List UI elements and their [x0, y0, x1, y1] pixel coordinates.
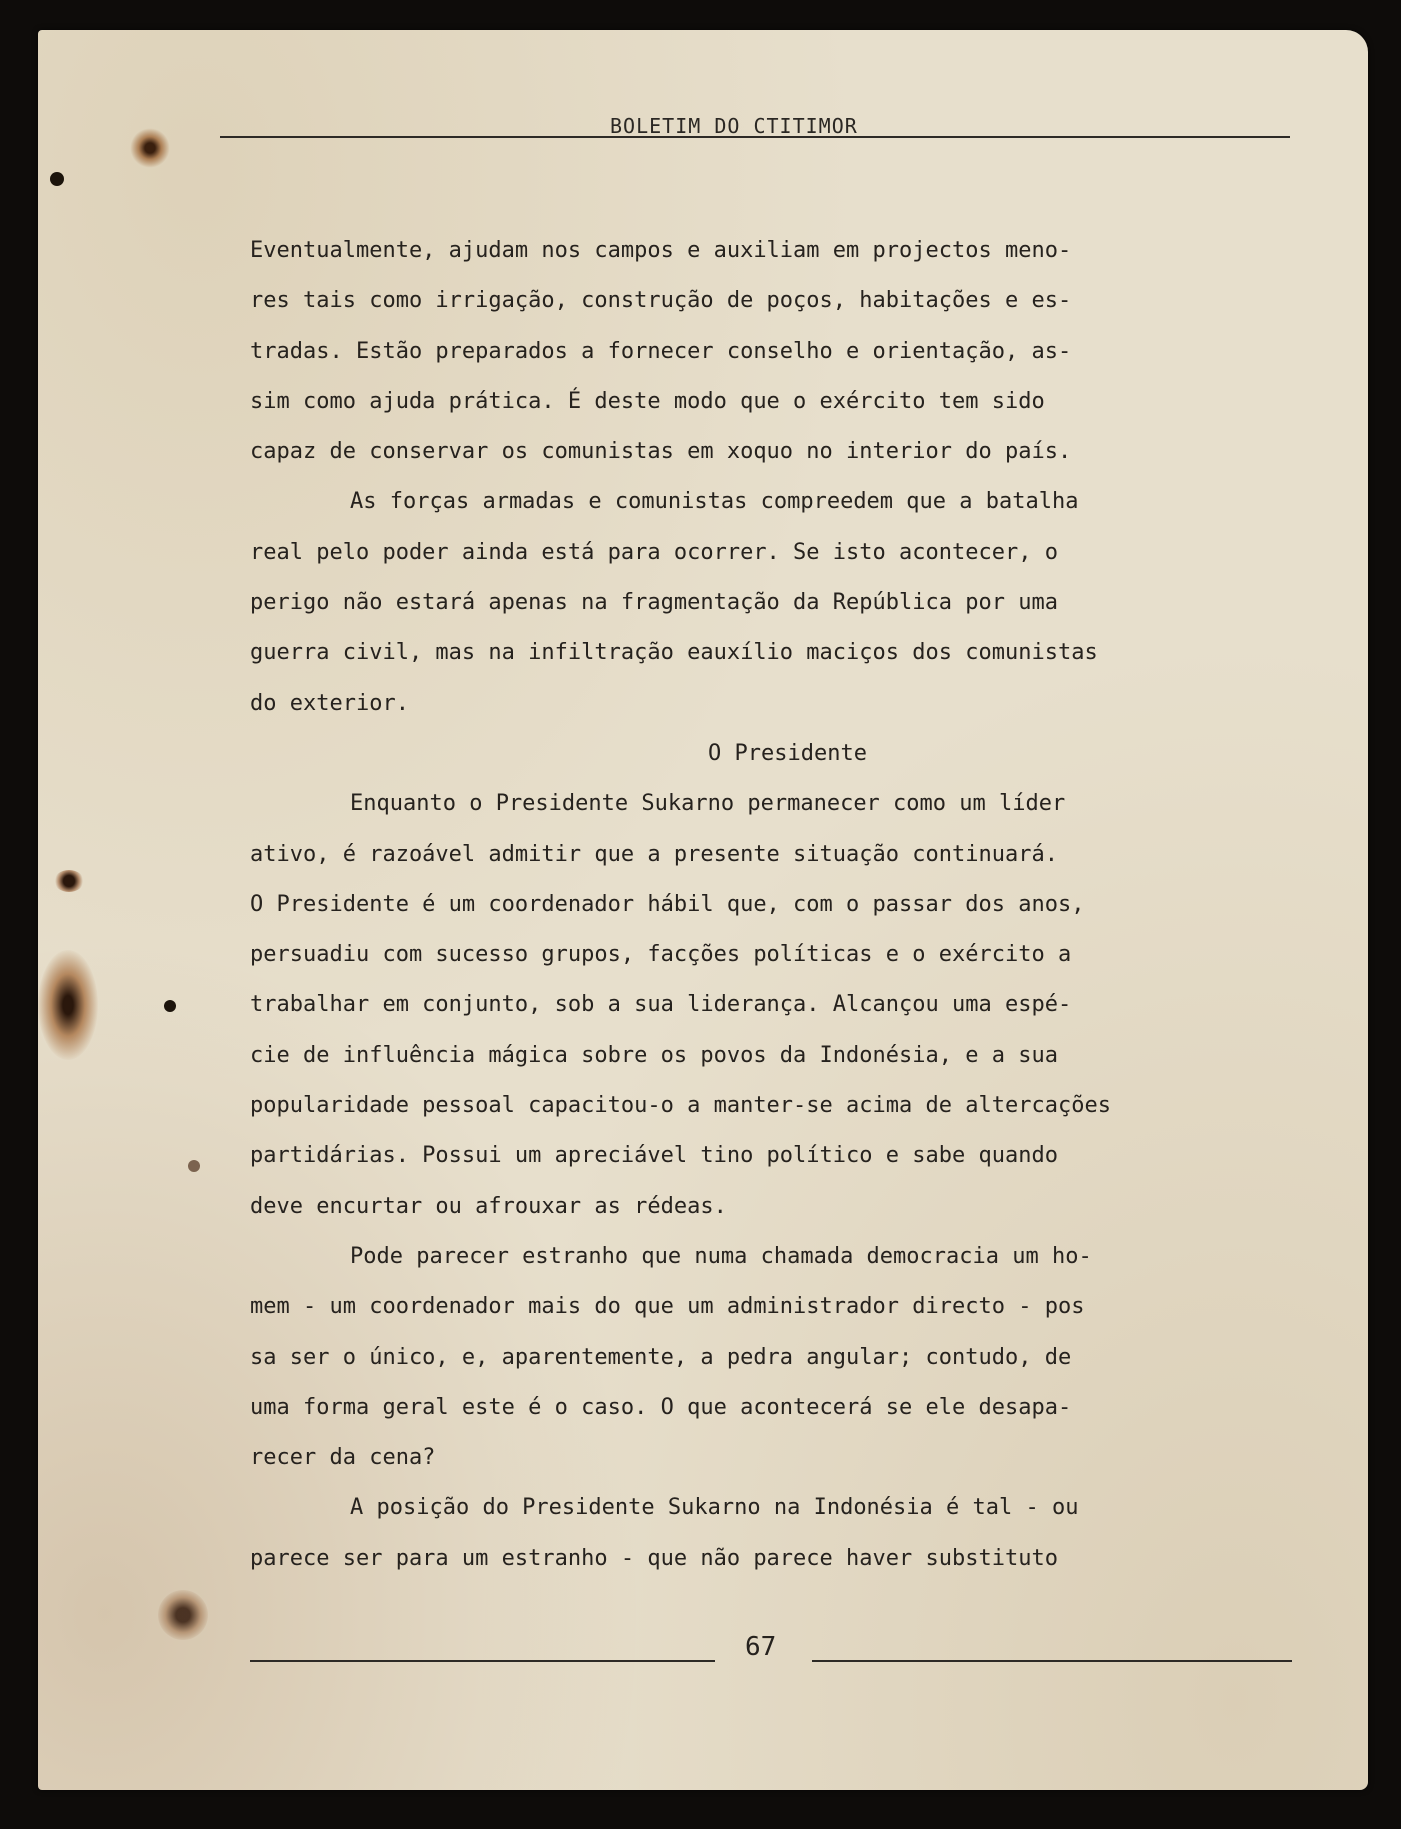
page-number: 67	[745, 1632, 777, 1662]
text-line: parece ser para um estranho - que não parece haver substituto	[250, 1545, 1058, 1571]
text-line: guerra civil, mas na infiltração eauxílio maciços dos comunistas	[250, 640, 1098, 666]
text-line: Enquanto o Presidente Sukarno permanecer como um líder	[350, 791, 1066, 817]
text-line: tradas. Estão preparados a fornecer conselho e orientação, as-	[250, 338, 1072, 364]
text-line: do exterior.	[250, 690, 409, 716]
rust-stain	[38, 950, 98, 1060]
rust-stain	[158, 1590, 208, 1640]
text-line: sim como ajuda prática. É deste modo que o exército tem sido	[250, 388, 1045, 414]
text-line: Pode parecer estranho que numa chamada democracia um ho-	[350, 1243, 1092, 1269]
section-heading: O Presidente	[708, 740, 867, 766]
text-line: deve encurtar ou afrouxar as rédeas.	[250, 1193, 727, 1219]
text-line: mem - um coordenador mais do que um administrador directo - pos	[250, 1294, 1085, 1320]
text-line: trabalhar em conjunto, sob a sua liderança. Alcançou uma espé-	[250, 992, 1072, 1018]
text-line: real pelo poder ainda está para ocorrer. Se isto acontecer, o	[250, 539, 1058, 565]
text-line: cie de influência mágica sobre os povos da Indonésia, e a sua	[250, 1042, 1058, 1068]
rust-stain	[54, 870, 84, 892]
text-line: persuadiu com sucesso grupos, facções políticas e o exército a	[250, 942, 1072, 968]
text-line: partidárias. Possui um apreciável tino político e sabe quando	[250, 1143, 1058, 1169]
footer-rule-left	[250, 1660, 715, 1662]
rust-stain	[50, 172, 64, 186]
header-title: BOLETIM DO CTITIMOR	[610, 114, 858, 138]
text-line: O Presidente é um coordenador hábil que, com o passar dos anos,	[250, 891, 1085, 917]
text-line: perigo não estará apenas na fragmentação da República por uma	[250, 590, 1058, 616]
rust-stain	[188, 1160, 200, 1172]
text-line: uma forma geral este é o caso. O que acontecerá se ele desapa-	[250, 1394, 1072, 1420]
text-line: A posição do Presidente Sukarno na Indonésia é tal - ou	[350, 1495, 1079, 1521]
text-line: Eventualmente, ajudam nos campos e auxiliam em projectos meno-	[250, 238, 1072, 263]
text-line: popularidade pessoal capacitou-o a manter-se acima de altercações	[250, 1093, 1111, 1119]
text-line: As forças armadas e comunistas compreedem que a batalha	[350, 489, 1079, 515]
text-line: ativo, é razoável admitir que a presente situação continuará.	[250, 841, 1058, 867]
text-line: res tais como irrigação, construção de poços, habitações e es-	[250, 288, 1072, 314]
text-line: recer da cena?	[250, 1445, 436, 1471]
rust-stain	[164, 1000, 176, 1012]
body-text	[250, 226, 1325, 1584]
text-line: capaz de conservar os comunistas em xoquo no interior do país.	[250, 439, 1072, 465]
rust-stain	[130, 128, 170, 168]
footer-rule-right	[812, 1660, 1292, 1662]
text-line: sa ser o único, e, aparentemente, a pedra angular; contudo, de	[250, 1344, 1072, 1370]
